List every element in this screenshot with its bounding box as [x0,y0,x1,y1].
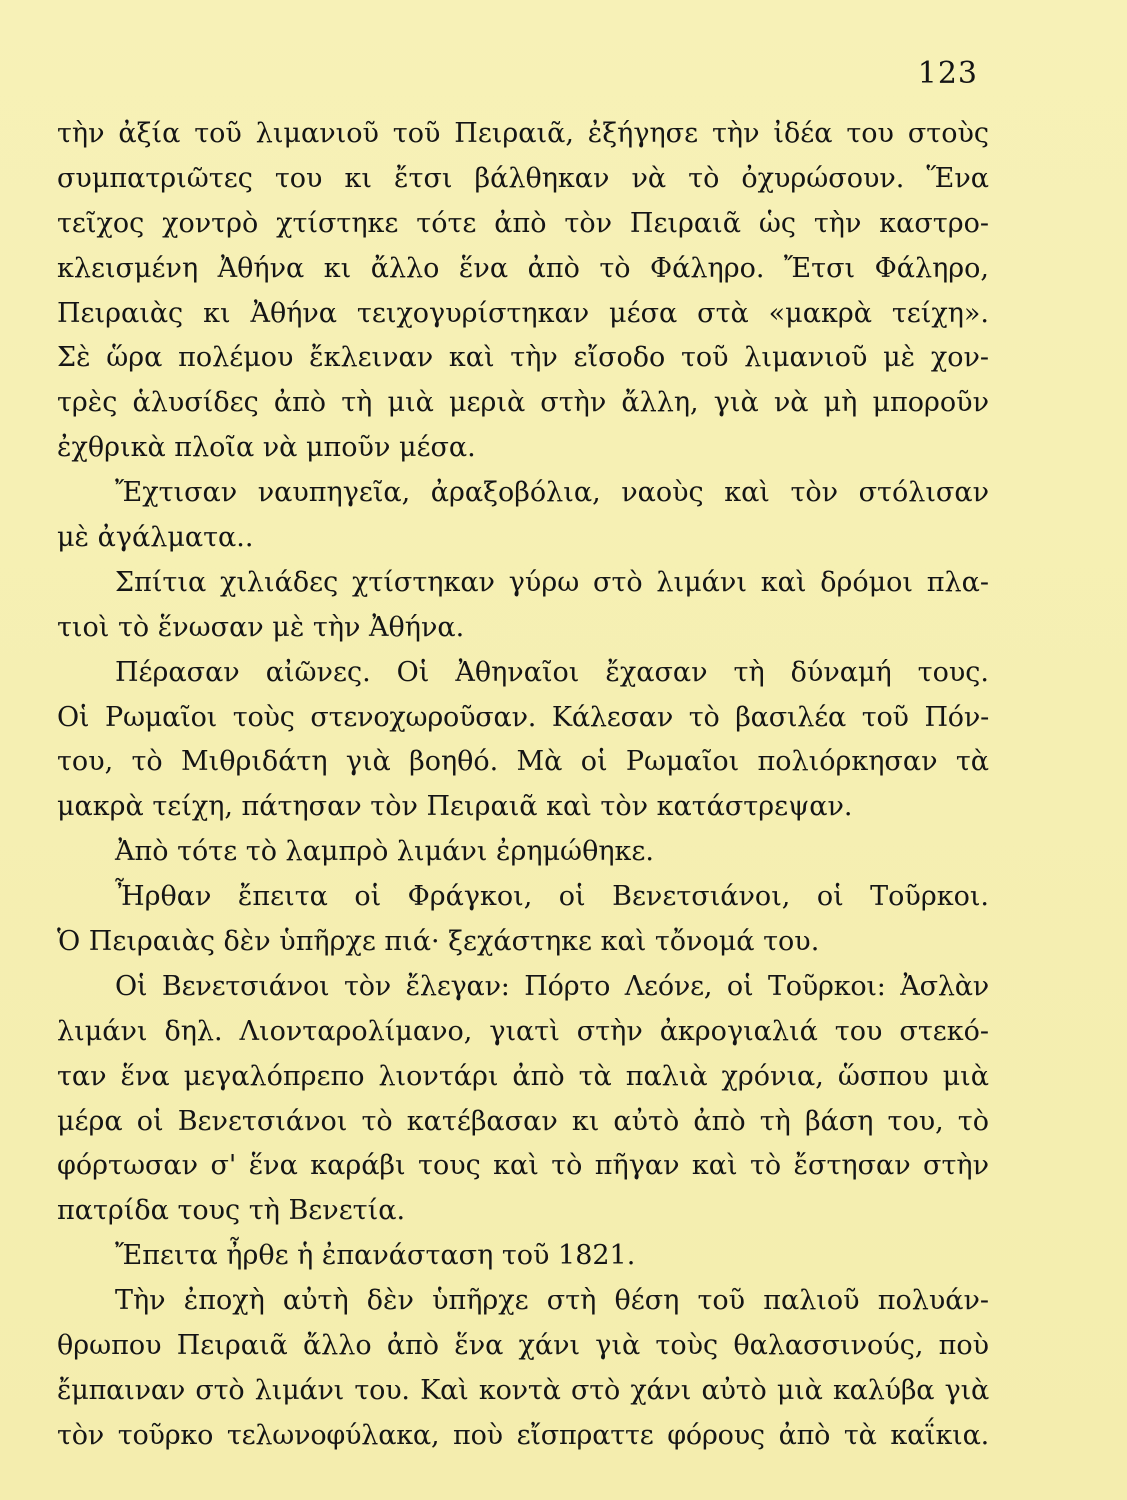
text-line: φόρτωσαν σ' ἕνα καράβι τους καὶ τὸ πῆγαν καὶ τὸ ἔστησαν στὴν [57,1150,989,1182]
text-line: του, τὸ Μιθριδάτη γιὰ βοηθό. Μὰ οἱ Ρωμαῖοι πολιόρκησαν τὰ [57,746,989,778]
page-number: 123 [917,56,978,91]
text-line: μέρα οἱ Βενετσιάνοι τὸ κατέβασαν κι αὐτὸ ἀπὸ τὴ βάση του, τὸ [57,1105,989,1137]
text-line: τὸν τοῦρκο τελωνοφύλακα, ποὺ εἴσπραττε φόρους ἀπὸ τὰ καΐκια. [57,1419,989,1451]
text-line: θρωπου Πειραιᾶ ἄλλο ἀπὸ ἕνα χάνι γιὰ τοὺς θαλασσινούς, ποὺ [57,1330,989,1362]
body-text [57,112,989,1459]
text-line: λιμάνι δηλ. Λιονταρολίμανο, γιατὶ στὴν ἀκρογιαλιά του στεκό- [57,1015,989,1047]
text-line: Πέρασαν αἰῶνες. Οἱ Ἀθηναῖοι ἔχασαν τὴ δύναμή τους. [115,656,989,688]
text-line: Ἔπειτα ἦρθε ἡ ἐπανάσταση τοῦ 1821. [115,1240,636,1272]
text-line: ἐχθρικὰ πλοῖα νὰ μποῦν μέσα. [57,432,476,464]
text-line: Πειραιὰς κι Ἀθήνα τειχογυρίστηκαν μέσα στὰ «μακρὰ τείχη». [57,297,989,329]
text-line: Σπίτια χιλιάδες χτίστηκαν γύρω στὸ λιμάνι καὶ δρόμοι πλα- [115,566,989,598]
text-line: Ἔχτισαν ναυπηγεῖα, ἀραξοβόλια, ναοὺς καὶ τὸν στόλισαν [115,477,989,509]
text-line: πατρίδα τους τὴ Βενετία. [57,1195,406,1227]
text-line: συμπατριῶτες του κι ἔτσι βάλθηκαν νὰ τὸ ὀχυρώσουν. Ἕνα [57,162,989,194]
text-line: Ὁ Πειραιὰς δὲν ὑπῆρχε πιά· ξεχάστηκε καὶ τὄνομά του. [57,926,820,958]
text-line: Ἀπὸ τότε τὸ λαμπρὸ λιμάνι ἐρημώθηκε. [115,836,654,868]
text-line: Ἦρθαν ἔπειτα οἱ Φράγκοι, οἱ Βενετσιάνοι, οἱ Τοῦρκοι. [115,881,989,913]
text-line: μακρὰ τείχη, πάτησαν τὸν Πειραιᾶ καὶ τὸν κατάστρεψαν. [57,791,853,823]
text-line: μὲ ἀγάλματα.. [57,522,254,554]
text-line: Οἱ Ρωμαῖοι τοὺς στενοχωροῦσαν. Κάλεσαν τὸ βασιλέα τοῦ Πόν- [57,701,989,733]
text-line: τρὲς ἁλυσίδες ἀπὸ τὴ μιὰ μεριὰ στὴν ἄλλη, γιὰ νὰ μὴ μποροῦν [57,387,989,419]
text-line: Οἱ Βενετσιάνοι τὸν ἔλεγαν: Πόρτο Λεόνε, οἱ Τοῦρκοι: Ἀσλὰν [115,970,989,1002]
text-line: ἔμπαιναν στὸ λιμάνι του. Καὶ κοντὰ στὸ χάνι αὐτὸ μιὰ καλύβα γιὰ [57,1374,989,1406]
text-line: τὴν ἀξία τοῦ λιμανιοῦ τοῦ Πειραιᾶ, ἐξήγησε τὴν ἰδέα του στοὺς [57,118,989,149]
text-line: τεῖχος χοντρὸ χτίστηκε τότε ἀπὸ τὸν Πειραιᾶ ὡς τὴν καστρο- [57,207,989,239]
text-line: ταν ἕνα μεγαλόπρεπο λιοντάρι ἀπὸ τὰ παλιὰ χρόνια, ὥσπου μιὰ [57,1060,989,1092]
text-line: τιοὶ τὸ ἕνωσαν μὲ τὴν Ἀθήνα. [57,611,465,643]
text-line: Τὴν ἐποχὴ αὐτὴ δὲν ὑπῆρχε στὴ θέση τοῦ παλιοῦ πολυάν- [115,1285,989,1317]
text-line: κλεισμένη Ἀθήνα κι ἄλλο ἕνα ἀπὸ τὸ Φάληρο. Ἔτσι Φάληρο, [57,252,989,284]
text-line: Σὲ ὥρα πολέμου ἔκλειναν καὶ τὴν εἴσοδο τοῦ λιμανιοῦ μὲ χον- [57,342,989,374]
